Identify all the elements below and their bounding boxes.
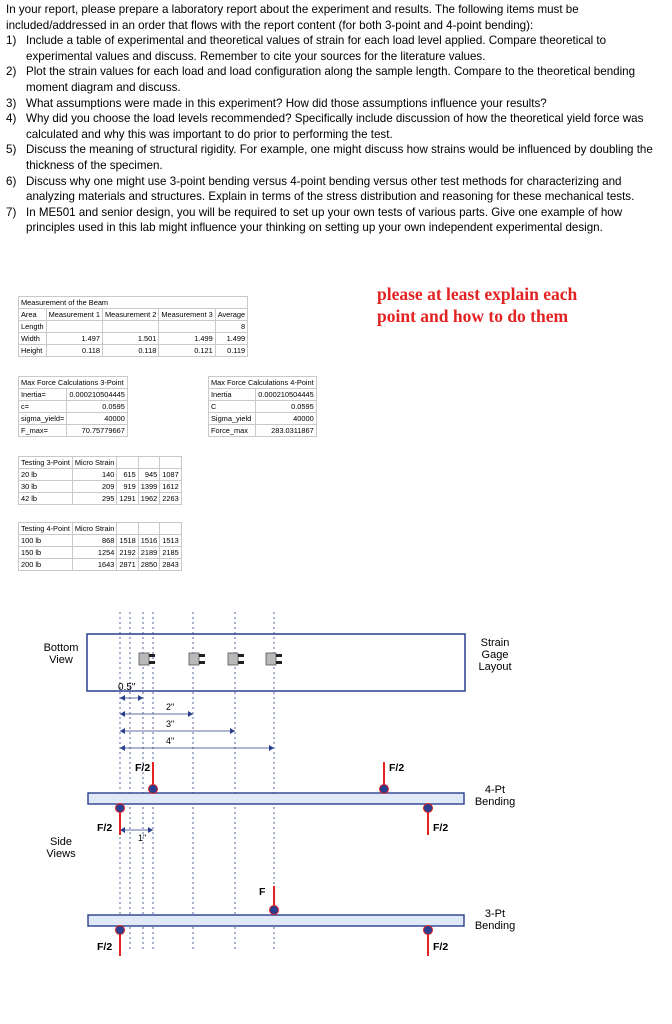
table-row: Width 1.497 1.501 1.499 1.499 xyxy=(19,333,248,345)
force-label: F/2 xyxy=(97,822,113,834)
force-label: F/2 xyxy=(135,762,151,774)
strain-gage-icon xyxy=(228,653,244,665)
question-item: 7) In ME501 and senior design, you will be required to set up your own tests of various parts. Give one example of how principles used in this lab might influence your thinking on setting up your own independent experimental design. xyxy=(6,205,623,235)
question-item: 2) Plot the strain values for each load and load configuration along the sample length. Compare to the theoretical bending moment diagram and discuss. xyxy=(6,65,636,94)
force-3pt-table: Max Force Calculations 3-Point Inertia= 0.000210504445 c= 0.0595 sigma_yield= 40000 F_max= 70.75779667 xyxy=(18,376,128,437)
force-label: F/2 xyxy=(389,762,405,774)
dim-label-2: 2" xyxy=(166,702,175,712)
strain-gage-icon xyxy=(189,653,205,665)
instructions xyxy=(6,2,666,236)
side-views-label: Side Views xyxy=(46,836,76,860)
table-row: C 0.0595 xyxy=(209,401,317,413)
table-row: c= 0.0595 xyxy=(19,401,128,413)
beam-4pt xyxy=(88,793,464,804)
force-label: F xyxy=(259,886,266,898)
question-list xyxy=(6,33,666,236)
strain-gage-diagram xyxy=(0,590,672,1024)
table-row: 100 lb 868 1518 1516 1513 xyxy=(19,535,182,547)
load-point xyxy=(380,785,389,794)
dim-label-3: 3" xyxy=(166,719,175,729)
support-point xyxy=(424,804,433,813)
question-item: 3) What assumptions were made in this experiment? How did those assumptions influence your results? xyxy=(6,96,547,110)
measurement-table: Measurement of the Beam Area Measurement 1 Measurement 2 Measurement 3 Average Length 8 Width 1.497 1.501 1.499 1.499 Height 0.118 0.118 0.121 0.119 xyxy=(18,296,248,357)
table-row: 150 lb 1254 2192 2189 2185 xyxy=(19,547,182,559)
load-point xyxy=(270,906,279,915)
question-item: 5) Discuss the meaning of structural rigidity. For example, one might discuss how strains would be influenced by doubling the thickness of the specimen. xyxy=(6,143,653,172)
table-row: Inertia= 0.000210504445 xyxy=(19,389,128,401)
three-pt-label: 3-Pt Bending xyxy=(474,908,516,932)
force-4pt-table: Max Force Calculations 4-Point Inertia 0.000210504445 C 0.0595 Sigma_yield 40000 Force_max 283.0311867 xyxy=(208,376,317,437)
support-point xyxy=(116,926,125,935)
question-item: 1) Include a table of experimental and theoretical values of strain for each load level applied. Compare theoretical to experimental values and discuss. Remember to cite your sources for the literature values. xyxy=(6,34,607,63)
test-3pt-table: Testing 3-Point Micro Strain 20 lb 140 615 945 1087 30 lb 209 919 1399 1612 42 lb 295 1291 1962 2263 xyxy=(18,456,182,505)
dim-label-05: 0.5" xyxy=(118,682,136,693)
force-label: F/2 xyxy=(97,941,113,953)
question-item: 4) Why did you choose the load levels recommended? Specifically include discussion of how the theoretical yield force was calculated and why this was important to do prior to performing the test. xyxy=(6,112,644,141)
dim-label-4: 4" xyxy=(166,736,175,746)
strain-gages xyxy=(139,653,282,665)
red-note: please at least explain each point and how to do them xyxy=(377,284,578,326)
bottom-view-label: Bottom View xyxy=(43,642,79,666)
support-point xyxy=(116,804,125,813)
table-row: Sigma_yield 40000 xyxy=(209,413,317,425)
table-row: Height 0.118 0.118 0.121 0.119 xyxy=(19,345,248,357)
table-row: Length 8 xyxy=(19,321,248,333)
table-row: 30 lb 209 919 1399 1612 xyxy=(19,481,182,493)
intro-lead: In your report, please prepare a laboratory report about the experiment and results. The following items must be included/addressed in an order that flows with the report content (for both 3-point and 4-point bending): xyxy=(6,3,579,32)
table-row: Force_max 283.0311867 xyxy=(209,425,317,437)
four-pt-label: 4-Pt Bending xyxy=(474,784,516,808)
dim-label-1: 1" xyxy=(138,833,147,843)
test-4pt-table: Testing 4-Point Micro Strain 100 lb 868 1518 1516 1513 150 lb 1254 2192 2189 2185 200 lb 1643 2871 2850 2843 xyxy=(18,522,182,571)
strain-gage-icon xyxy=(266,653,282,665)
table-row: 42 lb 295 1291 1962 2263 xyxy=(19,493,182,505)
table-row: F_max= 70.75779667 xyxy=(19,425,128,437)
table-row: 20 lb 140 615 945 1087 xyxy=(19,469,182,481)
table-row: 200 lb 1643 2871 2850 2843 xyxy=(19,559,182,571)
question-item: 6) Discuss why one might use 3-point bending versus 4-point bending versus other test methods for characterizing and analyzing materials and structures. Explain in terms of the stress distribution and reasoning for these mechanical tests. xyxy=(6,174,635,204)
table-row: Inertia 0.000210504445 xyxy=(209,389,317,401)
beam-3pt xyxy=(88,915,464,926)
force-label: F/2 xyxy=(433,941,449,953)
table-row: sigma_yield= 40000 xyxy=(19,413,128,425)
force-label: F/2 xyxy=(433,822,449,834)
diagram-svg xyxy=(0,590,672,1024)
support-point xyxy=(424,926,433,935)
strain-gage-layout-label: Strain Gage Layout xyxy=(478,637,512,673)
load-point xyxy=(149,785,158,794)
